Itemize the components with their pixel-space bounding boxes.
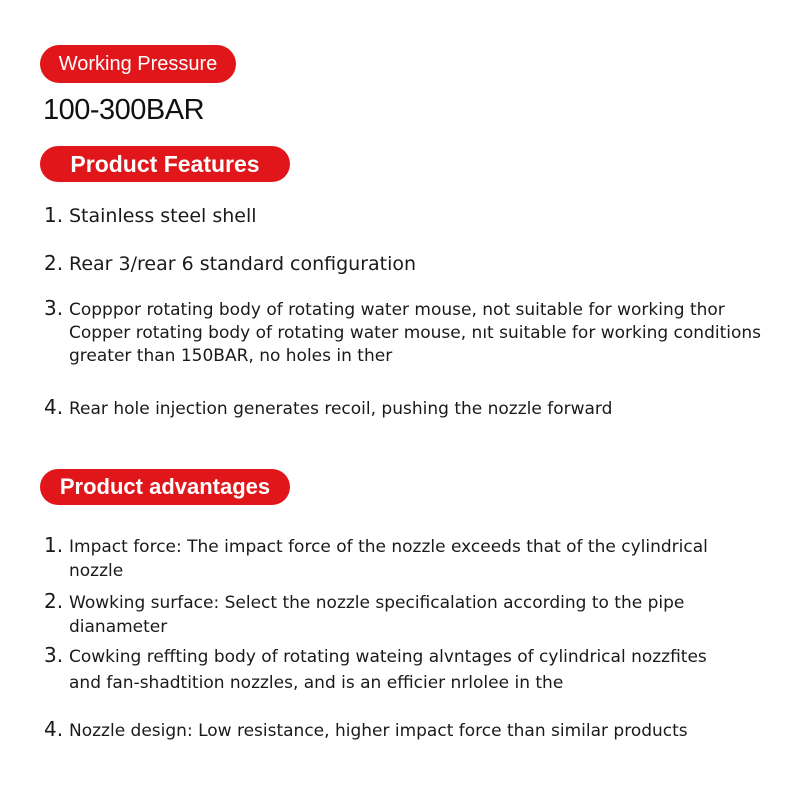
feature-number: 4. xyxy=(44,395,64,419)
advantage-text: Wowking surface: Select the nozzle specificalation according to the pipe xyxy=(69,593,685,613)
feature-item-1 xyxy=(44,203,257,228)
advantage-text-line: nozzle xyxy=(69,561,124,581)
advantage-number: 3. xyxy=(44,643,64,667)
advantage-item-4 xyxy=(44,717,688,743)
advantage-text: Impact force: The impact force of the nozzle exceeds that of the cylindrical xyxy=(69,537,708,557)
feature-text-line: greater than 150BAR, no holes in ther xyxy=(69,346,393,366)
advantage-item-3 xyxy=(44,642,707,696)
advantage-item-2 xyxy=(44,589,684,639)
feature-text-line: Copper rotating body of rotating water mouse, nıt suitable for working conditions xyxy=(69,323,762,343)
product-features-label: Product Features xyxy=(40,146,290,182)
feature-text: Copppor rotating body of rotating water mouse, not suitable for working thor xyxy=(69,300,725,320)
feature-item-4 xyxy=(44,395,612,421)
advantage-text: Nozzle design: Low resistance, higher impact force than similar products xyxy=(69,721,688,741)
advantage-number: 1. xyxy=(44,533,64,557)
advantage-text-line: and fan-shadtition nozzles, and is an efficier nrlolee in the xyxy=(69,673,564,693)
advantage-text-line: dianameter xyxy=(69,617,168,637)
feature-item-2 xyxy=(44,251,416,276)
advantage-item-1 xyxy=(44,533,708,583)
feature-number: 1. xyxy=(44,203,64,227)
feature-text: Rear hole injection generates recoil, pushing the nozzle forward xyxy=(69,399,613,419)
feature-text: Rear 3/rear 6 standard configuration xyxy=(69,253,417,275)
advantage-text: Cowking reffting body of rotating wateing alvntages of cylindrical nozzfites xyxy=(69,647,707,667)
advantage-number: 4. xyxy=(44,717,64,741)
working-pressure-value: 100-300BAR xyxy=(43,94,205,126)
advantage-number: 2. xyxy=(44,589,64,613)
feature-number: 2. xyxy=(44,251,64,275)
feature-item-3 xyxy=(44,297,761,368)
feature-text: Stainless steel shell xyxy=(69,205,257,227)
feature-number: 3. xyxy=(44,296,64,320)
working-pressure-label: Working Pressure xyxy=(40,45,236,83)
product-advantages-label: Product advantages xyxy=(40,469,290,505)
